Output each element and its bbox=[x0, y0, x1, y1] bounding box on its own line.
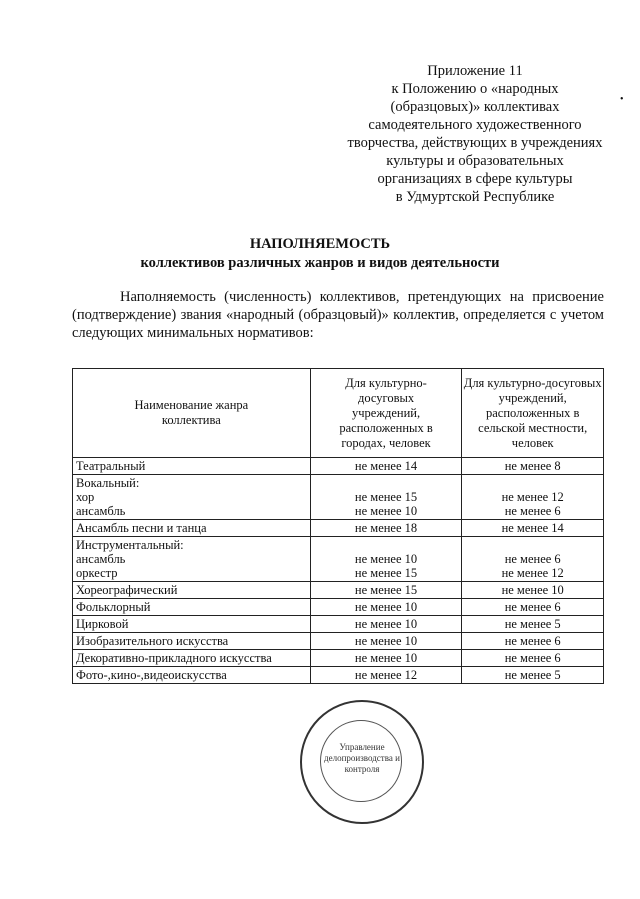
cell-line: не менее 8 bbox=[504, 459, 561, 473]
rural-cell bbox=[462, 475, 604, 520]
cell-line: не менее 10 bbox=[354, 600, 418, 614]
table-row bbox=[73, 599, 604, 616]
cell-line: Фото-,кино-,видеоискусства bbox=[76, 668, 227, 682]
cell-line: не менее 6 bbox=[504, 504, 561, 518]
table-row bbox=[73, 633, 604, 650]
city-cell bbox=[310, 537, 462, 582]
cell-line: Изобразительного искусства bbox=[76, 634, 229, 648]
appendix-line: Приложение 11 bbox=[427, 63, 523, 79]
table-row bbox=[73, 537, 604, 582]
header-genre: Наименование жанра коллектива bbox=[73, 369, 311, 458]
city-cell bbox=[310, 475, 462, 520]
genre-cell bbox=[73, 650, 311, 667]
intro-paragraph bbox=[72, 288, 604, 342]
city-cell bbox=[310, 667, 462, 684]
cell-line: не менее 12 bbox=[501, 566, 564, 580]
appendix-line: к Положению о «народных bbox=[391, 81, 559, 97]
intro-text: Наполняемость (численность) коллективов, претендующих на присвоение (подтверждение) звания «народный (образцовый)» коллектив, определяется с учетом следующих минимальных нормативов: bbox=[72, 289, 604, 341]
header-city: Для культурно-досуговых учреждений, расположенных в городах, человек bbox=[310, 369, 462, 458]
header-rural: Для культурно-досуговых учреждений, расположенных в сельской местности, человек bbox=[462, 369, 604, 458]
cell-line: не менее 12 bbox=[354, 668, 418, 682]
cell-line: хор bbox=[76, 490, 95, 504]
norms-table bbox=[72, 368, 604, 684]
genre-cell bbox=[73, 475, 311, 520]
cell-line: не менее 18 bbox=[354, 521, 418, 535]
cell-line: ансамбль bbox=[76, 552, 126, 566]
stamp-text: Управление делопроизводства и контроля bbox=[324, 742, 400, 774]
appendix-line: творчества, действующих в учреждениях bbox=[347, 135, 603, 151]
rural-cell bbox=[462, 520, 604, 537]
rural-cell bbox=[462, 667, 604, 684]
cell-line: не менее 6 bbox=[504, 600, 561, 614]
rural-cell bbox=[462, 650, 604, 667]
genre-cell bbox=[73, 616, 311, 633]
table-row bbox=[73, 582, 604, 599]
table-row bbox=[73, 616, 604, 633]
cell-line: не менее 14 bbox=[354, 459, 418, 473]
rural-cell bbox=[462, 458, 604, 475]
table-row bbox=[73, 475, 604, 520]
genre-cell bbox=[73, 458, 311, 475]
appendix-header bbox=[330, 62, 620, 206]
rural-cell bbox=[462, 599, 604, 616]
genre-cell bbox=[73, 633, 311, 650]
cell-line: не менее 10 bbox=[354, 617, 418, 631]
appendix-line: культуры и образовательных bbox=[386, 153, 564, 169]
rural-cell bbox=[462, 616, 604, 633]
cell-line: Фольклорный bbox=[76, 600, 151, 614]
cell-line: не менее 6 bbox=[504, 634, 561, 648]
cell-line: Ансамбль песни и танца bbox=[76, 521, 207, 535]
city-cell bbox=[310, 520, 462, 537]
rural-cell bbox=[462, 582, 604, 599]
city-cell bbox=[310, 616, 462, 633]
cell-line: Театральный bbox=[76, 459, 146, 473]
rural-cell bbox=[462, 537, 604, 582]
cell-line: не менее 6 bbox=[504, 552, 561, 566]
cell-line: не менее 10 bbox=[354, 504, 418, 518]
cell-line: не менее 10 bbox=[354, 552, 418, 566]
genre-cell bbox=[73, 537, 311, 582]
genre-cell bbox=[73, 582, 311, 599]
cell-line: Инструментальный: bbox=[76, 538, 184, 552]
cell-line: Декоративно-прикладного искусства bbox=[76, 651, 272, 665]
city-cell bbox=[310, 650, 462, 667]
official-stamp bbox=[300, 700, 424, 824]
cell-line: не менее 10 bbox=[501, 583, 564, 597]
cell-line: Хореографический bbox=[76, 583, 178, 597]
table-row bbox=[73, 667, 604, 684]
genre-cell bbox=[73, 599, 311, 616]
cell-line: оркестр bbox=[76, 566, 118, 580]
city-cell bbox=[310, 458, 462, 475]
rural-cell bbox=[462, 633, 604, 650]
document-title: НАПОЛНЯЕМОСТЬ bbox=[249, 236, 391, 252]
cell-line: не менее 5 bbox=[504, 668, 561, 682]
appendix-line: организациях в сфере культуры bbox=[377, 171, 573, 187]
cell-line: не менее 15 bbox=[354, 583, 418, 597]
table-row bbox=[73, 650, 604, 667]
cell-line: не менее 12 bbox=[501, 490, 564, 504]
appendix-line: самодеятельного художественного bbox=[368, 117, 582, 133]
table-row bbox=[73, 458, 604, 475]
scan-mark: • bbox=[620, 94, 624, 105]
genre-cell bbox=[73, 520, 311, 537]
cell-line: не менее 6 bbox=[504, 651, 561, 665]
city-cell bbox=[310, 582, 462, 599]
table-row bbox=[73, 520, 604, 537]
cell-line: Цирковой bbox=[76, 617, 129, 631]
cell-line: не менее 15 bbox=[354, 566, 418, 580]
city-cell bbox=[310, 633, 462, 650]
cell-line: Вокальный: bbox=[76, 476, 140, 490]
cell-line: не менее 5 bbox=[504, 617, 561, 631]
cell-line: ансамбль bbox=[76, 504, 126, 518]
cell-line: не менее 14 bbox=[501, 521, 564, 535]
appendix-line: (образцовых)» коллективах bbox=[390, 99, 560, 115]
cell-line: не менее 10 bbox=[354, 651, 418, 665]
appendix-line: в Удмуртской Республике bbox=[395, 189, 555, 205]
city-cell bbox=[310, 599, 462, 616]
document-subtitle: коллективов различных жанров и видов деятельности bbox=[140, 255, 500, 271]
cell-line: не менее 10 bbox=[354, 634, 418, 648]
genre-cell bbox=[73, 667, 311, 684]
cell-line: не менее 15 bbox=[354, 490, 418, 504]
